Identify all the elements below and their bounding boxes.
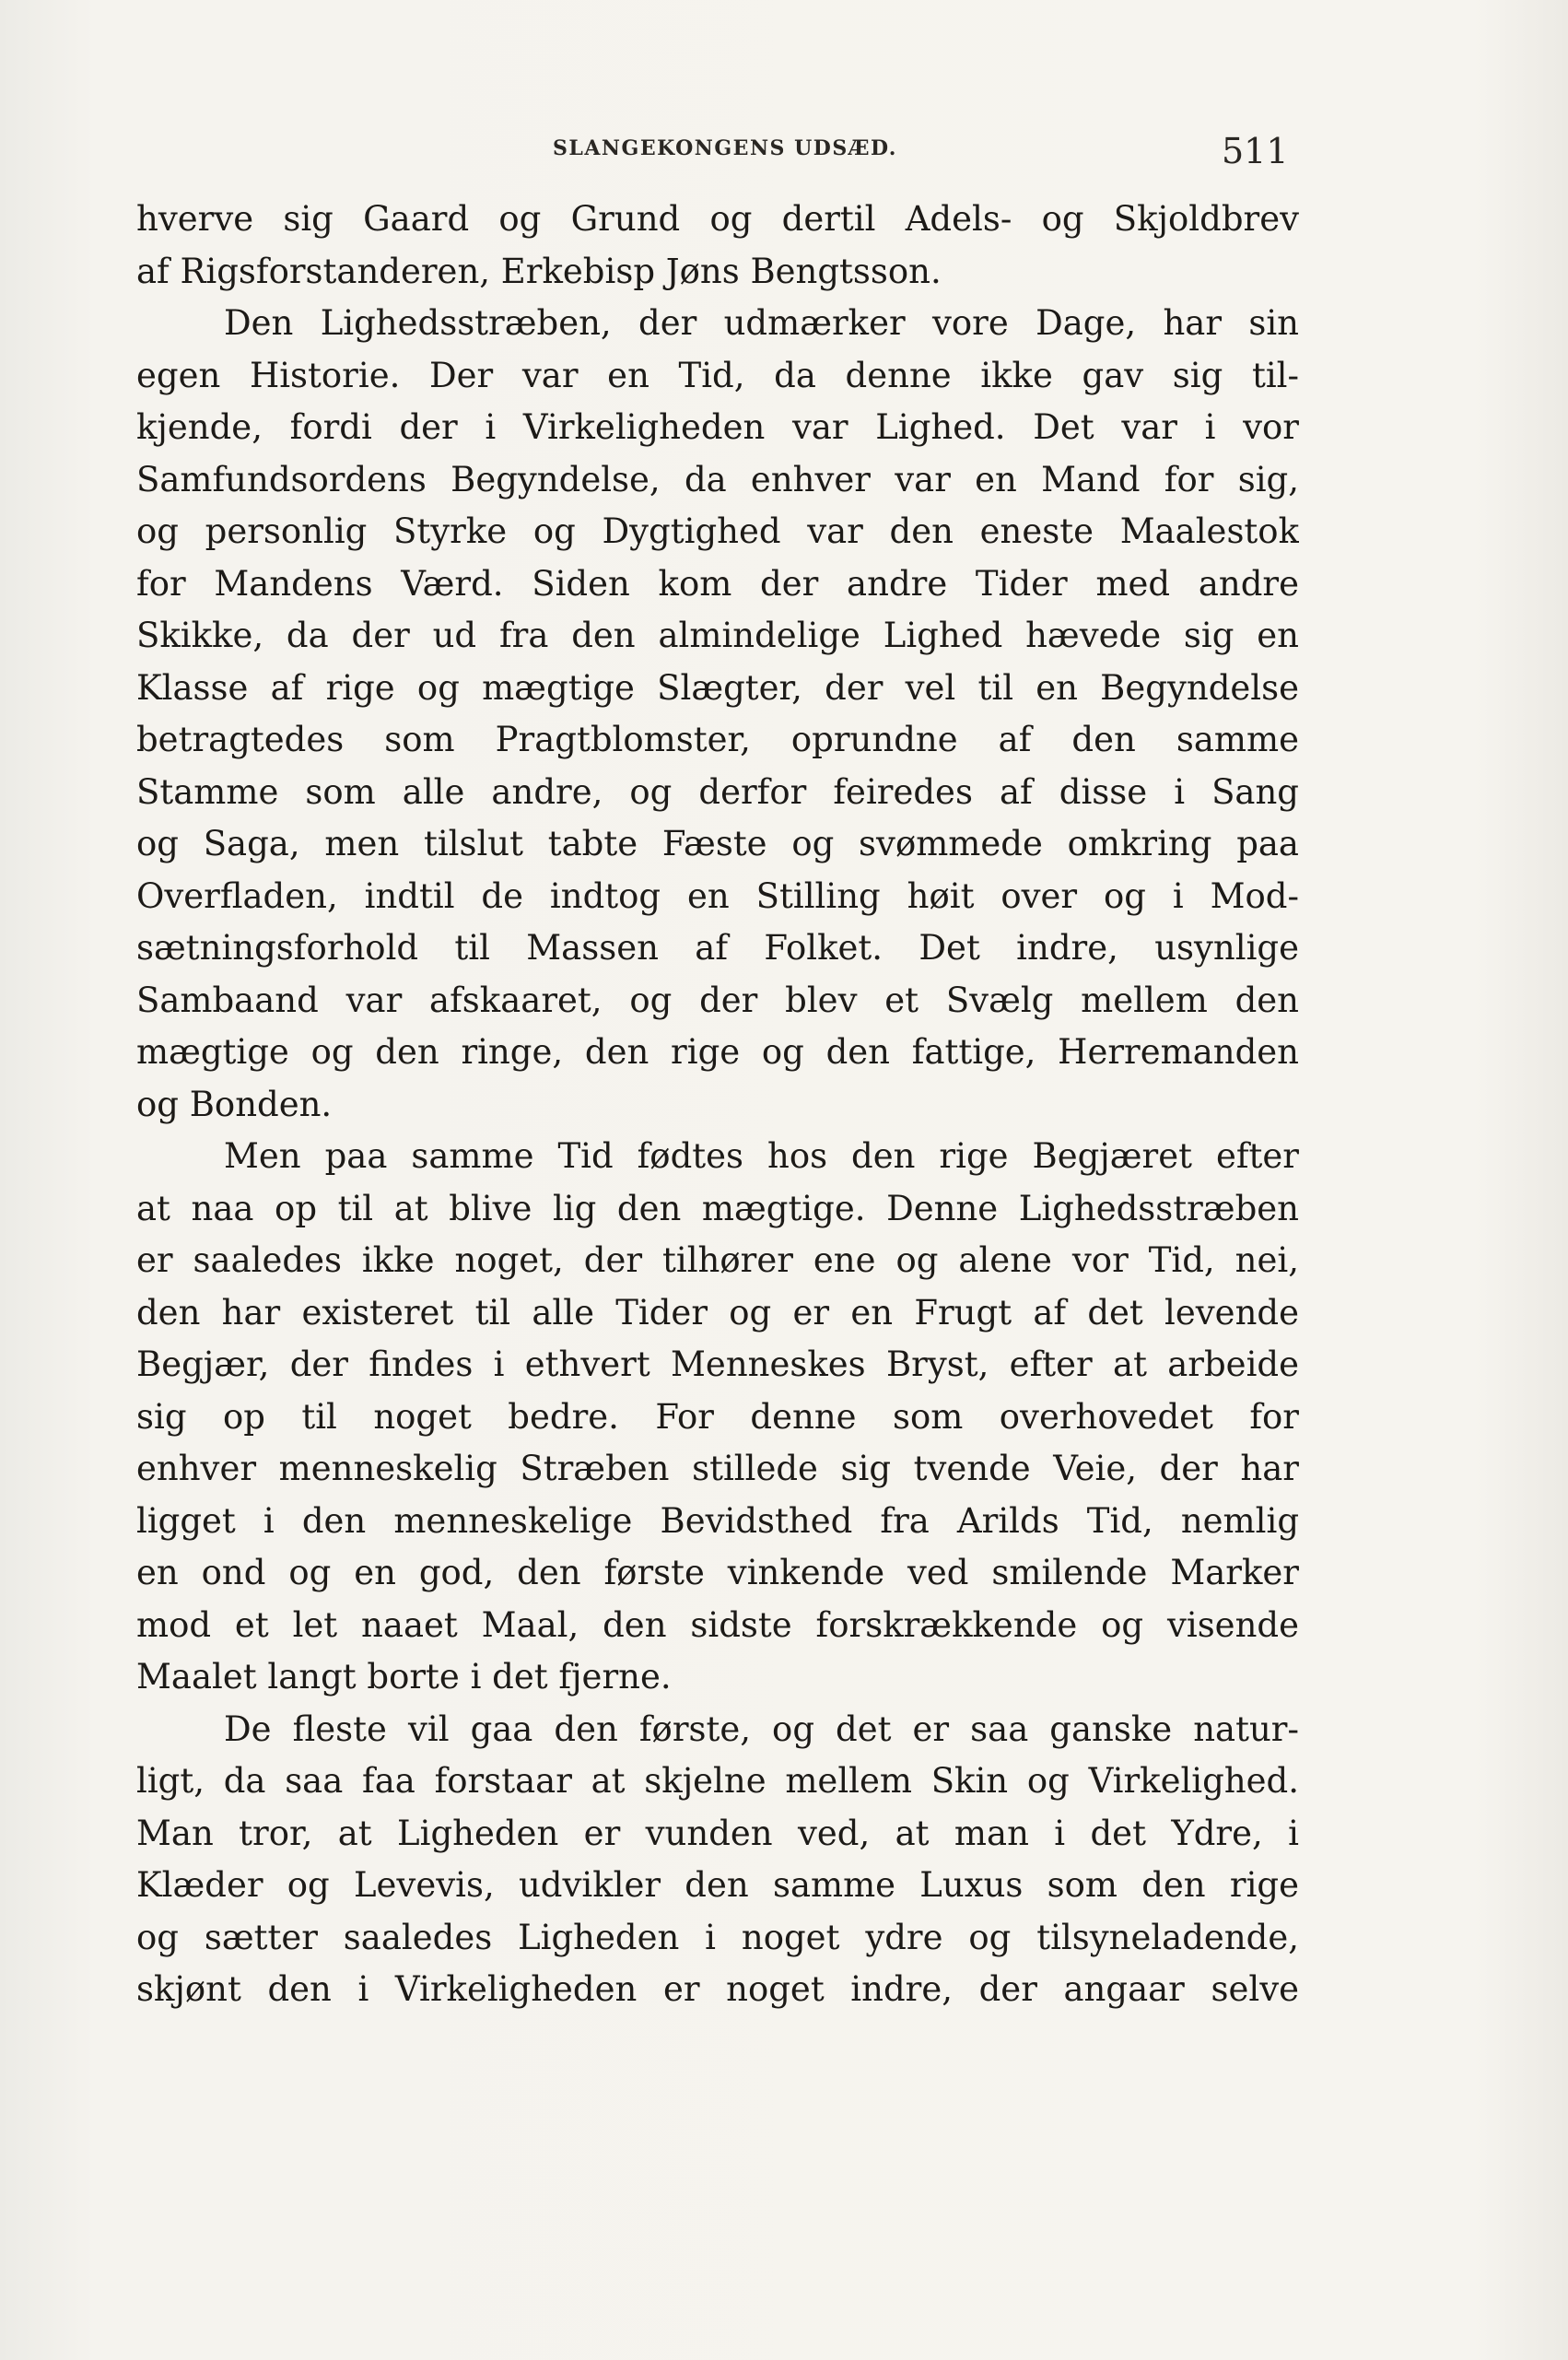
text-line: egen Historie. Der var en Tid, da denne ikke gav sig til- [136,355,1299,395]
text-line: sig op til noget bedre. For denne som overhovedet for [136,1396,1299,1437]
text-line: mægtige og den ringe, den rige og den fattige, Herremanden [136,1032,1299,1072]
text-line: af Rigsforstanderen, Erkebisp Jøns Bengtsson. [136,251,942,291]
text-line: kjende, fordi der i Virkeligheden var Lighed. Det var i vor [136,407,1299,447]
text-line: en ond og en god, den første vinkende ved smilende Marker [136,1553,1299,1592]
text-line: og personlig Styrke og Dygtighed var den eneste Maalestok [136,511,1299,551]
text-line: Overfladen, indtil de indtog en Stilling høit over og i Mod- [136,875,1299,916]
text-line: Begjær, der findes i ethvert Menneskes Bryst, efter at arbeide [136,1344,1299,1384]
text-line: Skikke, da der ud fra den almindelige Lighed hævede sig en [136,616,1299,655]
text-line: Men paa samme Tid fødtes hos den rige Begjæret efter [224,1136,1299,1176]
page-number: 511 [1222,131,1289,171]
text-line: betragtedes som Pragtblomster, oprundne af den samme [136,720,1299,759]
text-line: ligt, da saa faa forstaar at skjelne mellem Skin og Virkelighed. [136,1761,1299,1801]
text-line: ligget i den menneskelige Bevidsthed fra Arilds Tid, nemlig [136,1500,1299,1541]
text-line: mod et let naaet Maal, den sidste forskrækkende og visende [136,1604,1299,1645]
running-title: SLANGEKONGENS UDSÆD. [553,136,897,160]
text-line: skjønt den i Virkeligheden er noget indre, der angaar selve [136,1969,1299,2009]
text-line: for Mandens Værd. Siden kom der andre Tider med andre [136,563,1299,604]
page-header [0,131,1568,177]
text-line: er saaledes ikke noget, der tilhører ene og alene vor Tid, nei, [136,1240,1299,1280]
text-line: den har existeret til alle Tider og er en Frugt af det levende [136,1292,1299,1333]
text-line: Stamme som alle andre, og derfor feiredes af disse i Sang [136,771,1299,812]
text-line: hverve sig Gaard og Grund og dertil Adels- og Skjoldbrev [136,199,1299,239]
text-line: Den Lighedsstræben, der udmærker vore Dage, har sin [224,303,1299,343]
text-line: Maalet langt borte i det fjerne. [136,1657,672,1697]
text-line: at naa op til at blive lig den mægtige. Denne Lighedsstræben [136,1188,1299,1228]
text-line: Sambaand var afskaaret, og der blev et Svælg mellem den [136,980,1299,1020]
body-text [136,194,1299,2016]
text-line: Man tror, at Ligheden er vunden ved, at man i det Ydre, i [136,1813,1299,1853]
text-line: og Saga, men tilslut tabte Fæste og svømmede omkring paa [136,824,1299,863]
text-line: Samfundsordens Begyndelse, da enhver var en Mand for sig, [136,459,1299,499]
text-line: Klasse af rige og mægtige Slægter, der vel til en Begyndelse [136,667,1299,708]
text-line: sætningsforhold til Massen af Folket. Det indre, usynlige [136,928,1299,968]
text-line: Klæder og Levevis, udvikler den samme Luxus som den rige [136,1865,1299,1905]
text-line: og Bonden. [136,1084,333,1124]
text-line: og sætter saaledes Ligheden i noget ydre og tilsyneladende, [136,1917,1299,1957]
text-line: De fleste vil gaa den første, og det er saa ganske natur- [224,1708,1299,1749]
text-line: enhver menneskelig Stræben stillede sig tvende Veie, der har [136,1449,1299,1488]
